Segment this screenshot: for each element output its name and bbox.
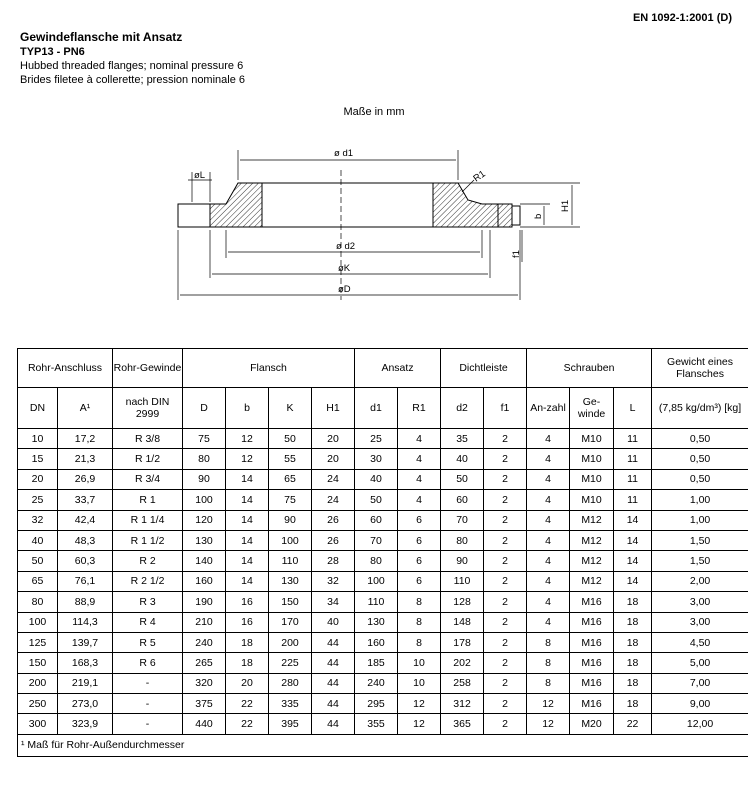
table-cell: 100 [355, 571, 398, 591]
table-row [18, 490, 748, 510]
table-cell: 14 [614, 551, 652, 571]
table-cell: 80 [183, 449, 226, 469]
table-cell: 1,00 [652, 510, 748, 530]
table-cell: 33,7 [58, 490, 113, 510]
table-cell: 11 [614, 429, 652, 449]
col-K: K [269, 388, 312, 429]
table-cell: 125 [18, 632, 58, 652]
table-cell: 250 [18, 694, 58, 714]
table-cell: 395 [269, 714, 312, 734]
col-d1: d1 [355, 388, 398, 429]
table-cell: 280 [269, 673, 312, 693]
table-cell: 202 [441, 653, 484, 673]
table-cell: 14 [226, 469, 269, 489]
col-L: L [614, 388, 652, 429]
table-cell: 8 [398, 632, 441, 652]
table-cell: 25 [18, 490, 58, 510]
table-cell: 80 [441, 530, 484, 550]
table-cell: 44 [312, 714, 355, 734]
table-cell: 65 [18, 571, 58, 591]
table-cell: M10 [570, 429, 614, 449]
table-cell: 210 [183, 612, 226, 632]
table-row [18, 429, 748, 449]
table-cell: - [113, 694, 183, 714]
table-cell: 90 [269, 510, 312, 530]
col-a: A¹ [58, 388, 113, 429]
table-cell: 48,3 [58, 530, 113, 550]
table-cell: 26,9 [58, 469, 113, 489]
col-gewinde: nach DIN 2999 [113, 388, 183, 429]
table-cell: 130 [355, 612, 398, 632]
table-cell: 14 [226, 551, 269, 571]
table-cell: R 2 1/2 [113, 571, 183, 591]
table-cell: 2 [484, 510, 527, 530]
label-b: b [533, 213, 544, 219]
table-cell: 50 [355, 490, 398, 510]
type-designation: TYP13 - PN6 [20, 46, 85, 58]
table-cell: 12 [398, 714, 441, 734]
table-cell: 2 [484, 653, 527, 673]
table-cell: 14 [226, 490, 269, 510]
label-k: øK [338, 263, 351, 274]
table-row [18, 551, 748, 571]
table-cell: 219,1 [58, 673, 113, 693]
table-cell: 100 [18, 612, 58, 632]
table-cell: 75 [183, 429, 226, 449]
table-cell: 40 [441, 449, 484, 469]
table-cell: 2 [484, 632, 527, 652]
table-cell: 14 [614, 571, 652, 591]
table-cell: 18 [226, 632, 269, 652]
table-cell: 32 [18, 510, 58, 530]
table-cell: 2 [484, 530, 527, 550]
table-cell: 10 [398, 673, 441, 693]
table-cell: 4 [527, 510, 570, 530]
table-cell: 355 [355, 714, 398, 734]
units-caption: Maße in mm [343, 106, 405, 118]
table-cell: 18 [226, 653, 269, 673]
subtitle-english: Hubbed threaded flanges; nominal pressure 6 [20, 60, 244, 72]
label-d2: ø d2 [336, 241, 356, 252]
table-cell: - [113, 714, 183, 734]
label-r1: R1 [471, 168, 488, 185]
table-cell: R 1 1/2 [113, 530, 183, 550]
table-row [18, 510, 748, 530]
table-cell: M12 [570, 571, 614, 591]
table-cell: 8 [398, 592, 441, 612]
table-cell: 3,00 [652, 592, 748, 612]
table-cell: 240 [355, 673, 398, 693]
table-cell: 185 [355, 653, 398, 673]
table-cell: 10 [18, 429, 58, 449]
table-cell: 7,00 [652, 673, 748, 693]
table-cell: 4 [527, 449, 570, 469]
group-header-rohr-anschluss: Rohr-Anschluss [18, 349, 113, 388]
table-cell: 110 [269, 551, 312, 571]
table-cell: 2 [484, 449, 527, 469]
table-cell: 44 [312, 653, 355, 673]
table-cell: - [113, 673, 183, 693]
table-cell: R 1 [113, 490, 183, 510]
table-cell: 4 [527, 490, 570, 510]
table-cell: 2 [484, 673, 527, 693]
table-cell: 1,00 [652, 490, 748, 510]
table-cell: 3,00 [652, 612, 748, 632]
table-cell: 4 [527, 592, 570, 612]
table-cell: 258 [441, 673, 484, 693]
table-cell: 16 [226, 592, 269, 612]
table-cell: 0,50 [652, 429, 748, 449]
table-cell: 4 [398, 469, 441, 489]
subtitle-french: Brides filetee à collerette; pression nominale 6 [20, 74, 246, 86]
group-header-gewicht: Gewicht eines Flansches [652, 349, 748, 388]
table-cell: 4 [527, 469, 570, 489]
table-cell: 16 [226, 612, 269, 632]
col-H1: H1 [312, 388, 355, 429]
flange-section-right [433, 183, 498, 227]
table-cell: 24 [312, 469, 355, 489]
table-cell: R 2 [113, 551, 183, 571]
page-title: Gewindeflansche mit Ansatz [20, 30, 183, 44]
table-cell: M12 [570, 530, 614, 550]
table-cell: 28 [312, 551, 355, 571]
table-cell: M16 [570, 592, 614, 612]
table-cell: 4 [527, 612, 570, 632]
table-cell: 8 [527, 632, 570, 652]
table-cell: 2 [484, 551, 527, 571]
table-cell: 12 [226, 429, 269, 449]
table-cell: 160 [183, 571, 226, 591]
table-cell: R 3 [113, 592, 183, 612]
table-cell: M16 [570, 632, 614, 652]
table-cell: 20 [312, 429, 355, 449]
table-cell: R 3/4 [113, 469, 183, 489]
table-cell: 21,3 [58, 449, 113, 469]
table-cell: 8 [527, 673, 570, 693]
table-cell: 35 [441, 429, 484, 449]
table-cell: 15 [18, 449, 58, 469]
label-d1: ø d1 [334, 148, 354, 159]
table-cell: 335 [269, 694, 312, 714]
table-cell: 12,00 [652, 714, 748, 734]
table-cell: 26 [312, 510, 355, 530]
table-cell: 44 [312, 673, 355, 693]
table-cell: 2 [484, 571, 527, 591]
table-cell: 139,7 [58, 632, 113, 652]
table-cell: 320 [183, 673, 226, 693]
table-cell: 24 [312, 490, 355, 510]
table-cell: 34 [312, 592, 355, 612]
table-cell: 4 [398, 429, 441, 449]
table-cell: 14 [226, 510, 269, 530]
table-cell: 8 [398, 612, 441, 632]
table-cell: 60 [441, 490, 484, 510]
label-f1: f1 [511, 250, 522, 258]
table-cell: 225 [269, 653, 312, 673]
table-body [18, 429, 748, 735]
table-cell: 88,9 [58, 592, 113, 612]
table-cell: 75 [269, 490, 312, 510]
table-cell: 120 [183, 510, 226, 530]
table-cell: 25 [355, 429, 398, 449]
table-cell: 8 [527, 653, 570, 673]
table-cell: 2 [484, 490, 527, 510]
standard-number: EN 1092-1:2001 (D) [632, 12, 732, 24]
table-cell: 114,3 [58, 612, 113, 632]
table-cell: 55 [269, 449, 312, 469]
table-cell: 18 [614, 592, 652, 612]
table-cell: 5,00 [652, 653, 748, 673]
table-cell: M20 [570, 714, 614, 734]
table-cell: 4 [527, 530, 570, 550]
table-cell: 2 [484, 469, 527, 489]
table-cell: 10 [398, 653, 441, 673]
table-cell: 265 [183, 653, 226, 673]
table-cell: 4 [527, 571, 570, 591]
table-cell: 42,4 [58, 510, 113, 530]
table-row [18, 673, 748, 693]
table-row [18, 653, 748, 673]
table-cell: 14 [226, 571, 269, 591]
table-cell: 1,50 [652, 551, 748, 571]
table-cell: R 4 [113, 612, 183, 632]
table-row [18, 714, 748, 734]
group-header-ansatz: Ansatz [355, 349, 441, 388]
table-cell: 323,9 [58, 714, 113, 734]
table-cell: 295 [355, 694, 398, 714]
table-cell: 40 [355, 469, 398, 489]
table-cell: 128 [441, 592, 484, 612]
table-cell: M10 [570, 469, 614, 489]
table-cell: 70 [355, 530, 398, 550]
col-f1: f1 [484, 388, 527, 429]
table-cell: 4 [527, 551, 570, 571]
table-cell: 20 [312, 449, 355, 469]
table-cell: 40 [18, 530, 58, 550]
label-d: øD [338, 284, 351, 295]
table-cell: 12 [226, 449, 269, 469]
table-cell: 440 [183, 714, 226, 734]
table-footnote: ¹ Maß für Rohr-Außendurchmesser [18, 734, 748, 756]
table-cell: 22 [226, 694, 269, 714]
table-cell: M16 [570, 612, 614, 632]
col-dn: DN [18, 388, 58, 429]
table-cell: 2 [484, 714, 527, 734]
table-cell: M12 [570, 551, 614, 571]
label-l: øL [194, 170, 206, 181]
table-cell: 18 [614, 694, 652, 714]
col-D: D [183, 388, 226, 429]
table-cell: 50 [441, 469, 484, 489]
table-cell: 70 [441, 510, 484, 530]
table-cell: 14 [614, 510, 652, 530]
col-anzahl: An-zahl [527, 388, 570, 429]
table-cell: 140 [183, 551, 226, 571]
flange-technical-drawing [0, 0, 748, 345]
table-cell: 17,2 [58, 429, 113, 449]
table-row [18, 571, 748, 591]
table-cell: 130 [269, 571, 312, 591]
table-cell: 365 [441, 714, 484, 734]
table-cell: M16 [570, 694, 614, 714]
table-cell: 375 [183, 694, 226, 714]
col-gewicht: (7,85 kg/dm³) [kg] [652, 388, 748, 429]
table-cell: 6 [398, 571, 441, 591]
table-row [18, 612, 748, 632]
table-cell: 90 [183, 469, 226, 489]
table-cell: 240 [183, 632, 226, 652]
table-cell: R 6 [113, 653, 183, 673]
table-cell: 18 [614, 612, 652, 632]
table-cell: 190 [183, 592, 226, 612]
table-cell: 80 [18, 592, 58, 612]
table-cell: 26 [312, 530, 355, 550]
table-cell: 22 [226, 714, 269, 734]
table-row [18, 632, 748, 652]
table-row [18, 694, 748, 714]
col-b: b [226, 388, 269, 429]
table-cell: R 5 [113, 632, 183, 652]
table-cell: 110 [355, 592, 398, 612]
table-cell: 6 [398, 530, 441, 550]
table-cell: 20 [226, 673, 269, 693]
label-h1: H1 [560, 199, 571, 212]
table-cell: M16 [570, 653, 614, 673]
table-row [18, 530, 748, 550]
table-cell: 18 [614, 653, 652, 673]
table-cell: 130 [183, 530, 226, 550]
table-cell: 2 [484, 429, 527, 449]
table-cell: 168,3 [58, 653, 113, 673]
table-cell: 12 [398, 694, 441, 714]
table-cell: 160 [355, 632, 398, 652]
table-cell: 44 [312, 694, 355, 714]
group-header-dichtleiste: Dichtleiste [441, 349, 527, 388]
table-cell: 32 [312, 571, 355, 591]
table-cell: 110 [441, 571, 484, 591]
table-cell: 4,50 [652, 632, 748, 652]
table-cell: 22 [614, 714, 652, 734]
table-cell: 150 [269, 592, 312, 612]
table-cell: 20 [18, 469, 58, 489]
group-header-schrauben: Schrauben [527, 349, 652, 388]
flange-section-left [210, 183, 262, 227]
table-cell: 100 [183, 490, 226, 510]
table-row [18, 592, 748, 612]
table-cell: R 3/8 [113, 429, 183, 449]
table-cell: R 1 1/4 [113, 510, 183, 530]
table-cell: 50 [18, 551, 58, 571]
col-gewinde-schraube: Ge-winde [570, 388, 614, 429]
table-cell: 65 [269, 469, 312, 489]
flange-dimensions-table [17, 348, 748, 757]
table-cell: 80 [355, 551, 398, 571]
table-cell: 2 [484, 612, 527, 632]
table-cell: 11 [614, 469, 652, 489]
table-cell: 170 [269, 612, 312, 632]
table-cell: 76,1 [58, 571, 113, 591]
table-cell: 150 [18, 653, 58, 673]
table-cell: 12 [527, 714, 570, 734]
col-R1: R1 [398, 388, 441, 429]
table-cell: 312 [441, 694, 484, 714]
table-cell: 4 [398, 449, 441, 469]
col-d2: d2 [441, 388, 484, 429]
table-cell: 300 [18, 714, 58, 734]
table-cell: 50 [269, 429, 312, 449]
table-cell: R 1/2 [113, 449, 183, 469]
table-cell: M10 [570, 449, 614, 469]
table-cell: 0,50 [652, 469, 748, 489]
table-cell: 4 [398, 490, 441, 510]
table-cell: 0,50 [652, 449, 748, 469]
table-cell: 30 [355, 449, 398, 469]
table-row [18, 449, 748, 469]
table-cell: 14 [614, 530, 652, 550]
table-cell: 14 [226, 530, 269, 550]
table-cell: 60 [355, 510, 398, 530]
table-cell: M12 [570, 510, 614, 530]
table-cell: 6 [398, 551, 441, 571]
table-row [18, 469, 748, 489]
table-cell: 200 [18, 673, 58, 693]
table-cell: 1,50 [652, 530, 748, 550]
table-cell: 148 [441, 612, 484, 632]
table-cell: 44 [312, 632, 355, 652]
table-cell: 40 [312, 612, 355, 632]
table-cell: 12 [527, 694, 570, 714]
table-cell: 4 [527, 429, 570, 449]
table-cell: 200 [269, 632, 312, 652]
table-cell: 90 [441, 551, 484, 571]
table-cell: 100 [269, 530, 312, 550]
table-cell: 18 [614, 673, 652, 693]
table-cell: 18 [614, 632, 652, 652]
table-cell: M16 [570, 673, 614, 693]
table-cell: 2 [484, 694, 527, 714]
table-cell: 9,00 [652, 694, 748, 714]
group-header-rohr-gewinde: Rohr-Gewinde [113, 349, 183, 388]
table-cell: 178 [441, 632, 484, 652]
table-cell: 60,3 [58, 551, 113, 571]
table-cell: 2 [484, 592, 527, 612]
group-header-flansch: Flansch [183, 349, 355, 388]
table-cell: 273,0 [58, 694, 113, 714]
table-cell: 6 [398, 510, 441, 530]
table-cell: 2,00 [652, 571, 748, 591]
table-cell: 11 [614, 449, 652, 469]
table-cell: M10 [570, 490, 614, 510]
table-cell: 11 [614, 490, 652, 510]
